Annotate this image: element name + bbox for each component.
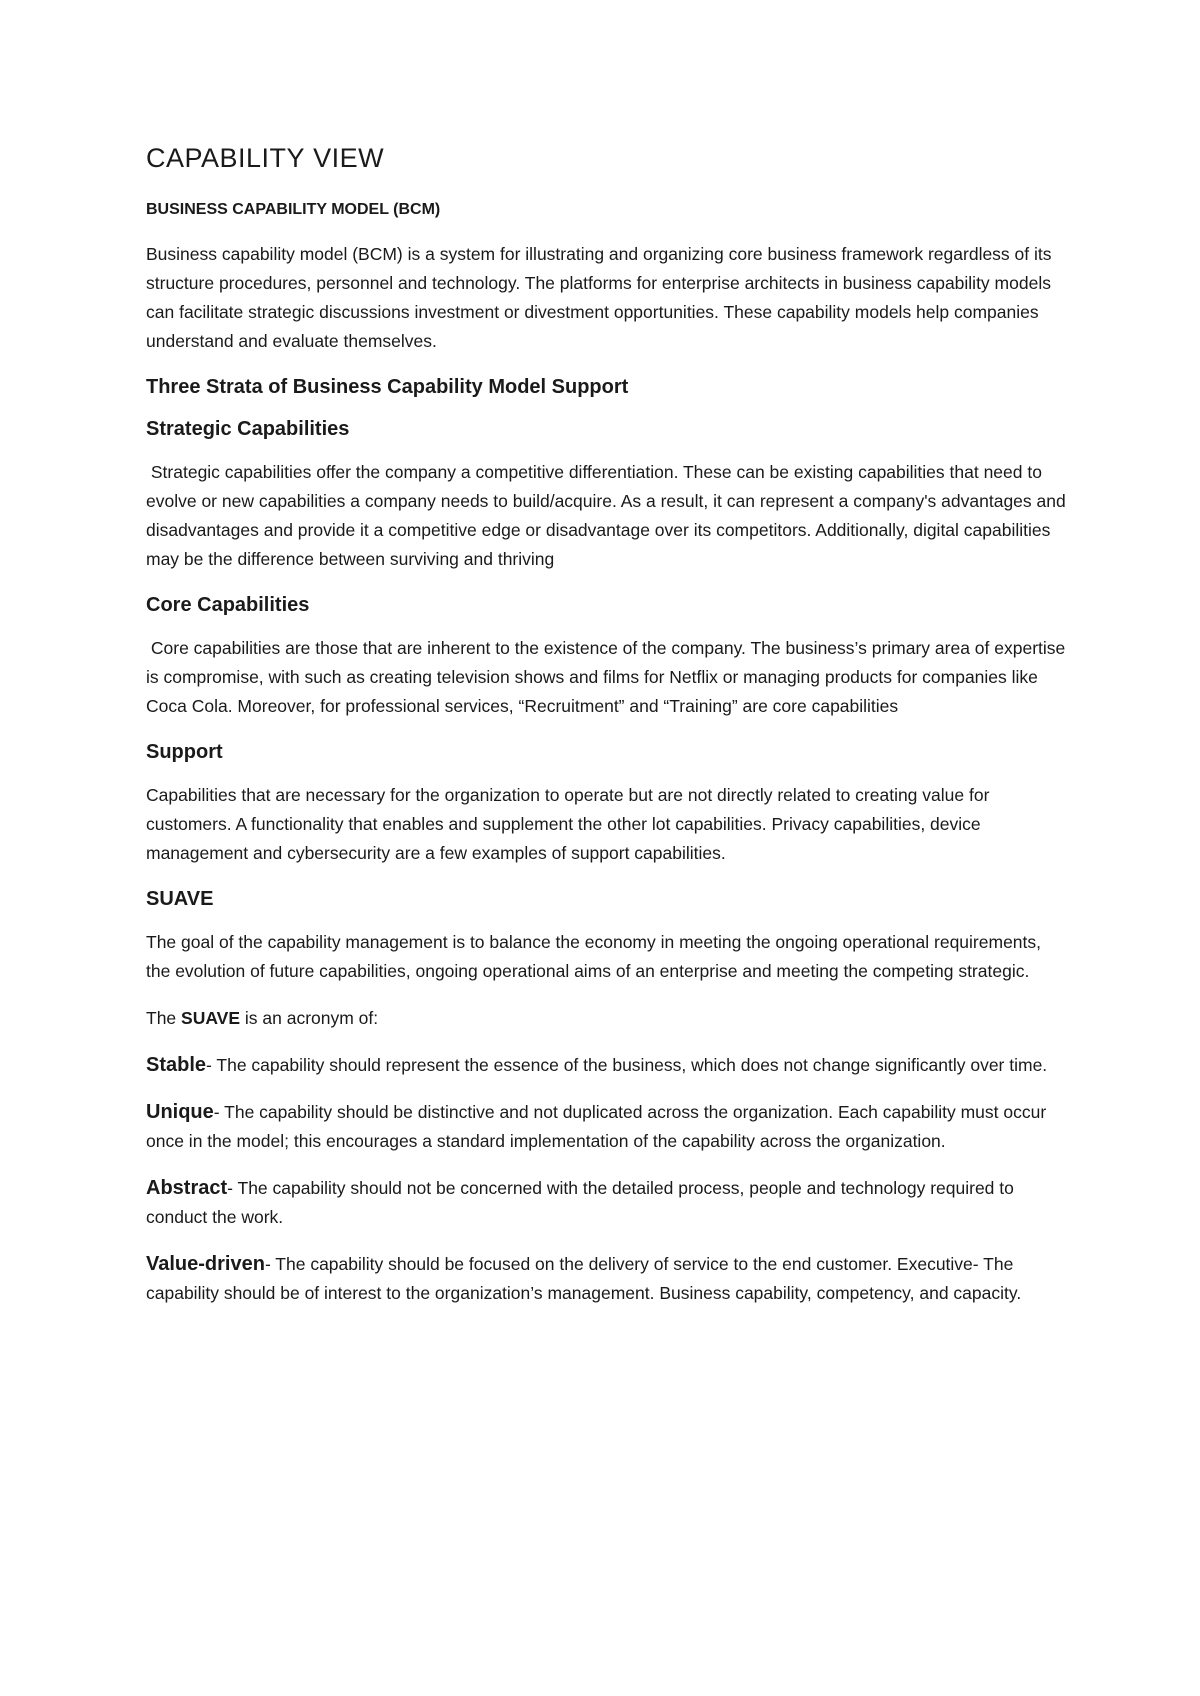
abstract-term: Abstract: [146, 1176, 228, 1199]
support-heading: Support: [146, 740, 223, 763]
acronym-prefix: The: [146, 1007, 182, 1028]
stable-text: - The capability should represent the essence of the business, which does not change significantly over time.: [206, 1054, 1048, 1075]
acronym-word: SUAVE: [181, 1007, 241, 1028]
intro-paragraph: Business capability model (BCM) is a system for illustrating and organizing core business framework regardless of its structure procedures, personnel and technology. The platforms for enterprise architects in business capability models can facilitate strategic discussions investment or divestment opportunities. These capability models help companies understand and evaluate themselves.: [146, 243, 1052, 351]
title-word-2: VIEW: [313, 143, 385, 173]
section-subtitle: BUSINESS CAPABILITY MODEL (BCM): [146, 201, 441, 219]
strategic-text: Strategic capabilities offer the company a competitive differentiation. These can be existing capabilities that need to evolve or new capabilities a company needs to build/acquire. As a result, it can represent a company's advantages and disadvantages and provide it a competitive edge or disadvantage over its competitors. Additionally, digital capabilities may be the difference between surviving and thriving: [146, 461, 1066, 569]
value-driven-term: Value-driven: [146, 1252, 265, 1275]
strata-heading: Three Strata of Business Capability Model Support: [146, 375, 629, 398]
unique-text: - The capability should be distinctive and not duplicated across the organization. Each capability must occur once in the model; this encourages a standard implementation of the capability across the organization.: [146, 1101, 1047, 1151]
abstract-text: - The capability should not be concerned with the detailed process, people and technology required to conduct the work.: [146, 1177, 1014, 1227]
support-paragraph: Capabilities that are necessary for the organization to operate but are not directly related to creating value for customers. A functionality that enables and supplement the other lot capabilities. Privacy capabilities, device management and cybersecurity are a few examples of support capabilities.: [146, 784, 990, 863]
abstract-paragraph: [146, 1174, 1066, 1232]
stable-paragraph: [146, 1051, 1066, 1080]
acronym-suffix: is an acronym of:: [240, 1007, 379, 1028]
page-title: [146, 142, 1066, 174]
value-driven-text: - The capability should be focused on the delivery of service to the end customer. Executive- The capability should be of interest to the organization’s management. Business capability, competency, and capacity.: [146, 1253, 1022, 1303]
acronym-line: [146, 1004, 1066, 1033]
core-text: Core capabilities are those that are inherent to the existence of the company. The business’s primary area of expertise is compromise, with such as creating television shows and films for Netflix or managing products for companies like Coca Cola. Moreover, for professional services, “Recruitment” and “Training” are core capabilities: [146, 637, 1066, 716]
core-paragraph: [146, 634, 1066, 721]
value-driven-paragraph: [146, 1250, 1066, 1308]
title-word-1: CAPABILITY: [146, 143, 306, 173]
suave-heading: SUAVE: [146, 887, 214, 910]
suave-paragraph: The goal of the capability management is to balance the economy in meeting the ongoing operational requirements, the evolution of future capabilities, ongoing operational aims of an enterprise and meeting the competing strategic.: [146, 931, 1042, 981]
unique-term: Unique: [146, 1100, 214, 1123]
document-page: [146, 142, 1066, 1326]
strategic-heading: Strategic Capabilities: [146, 417, 350, 440]
stable-term: Stable: [146, 1053, 207, 1076]
unique-paragraph: [146, 1098, 1066, 1156]
strategic-paragraph: [146, 458, 1066, 574]
core-heading: Core Capabilities: [146, 593, 310, 616]
